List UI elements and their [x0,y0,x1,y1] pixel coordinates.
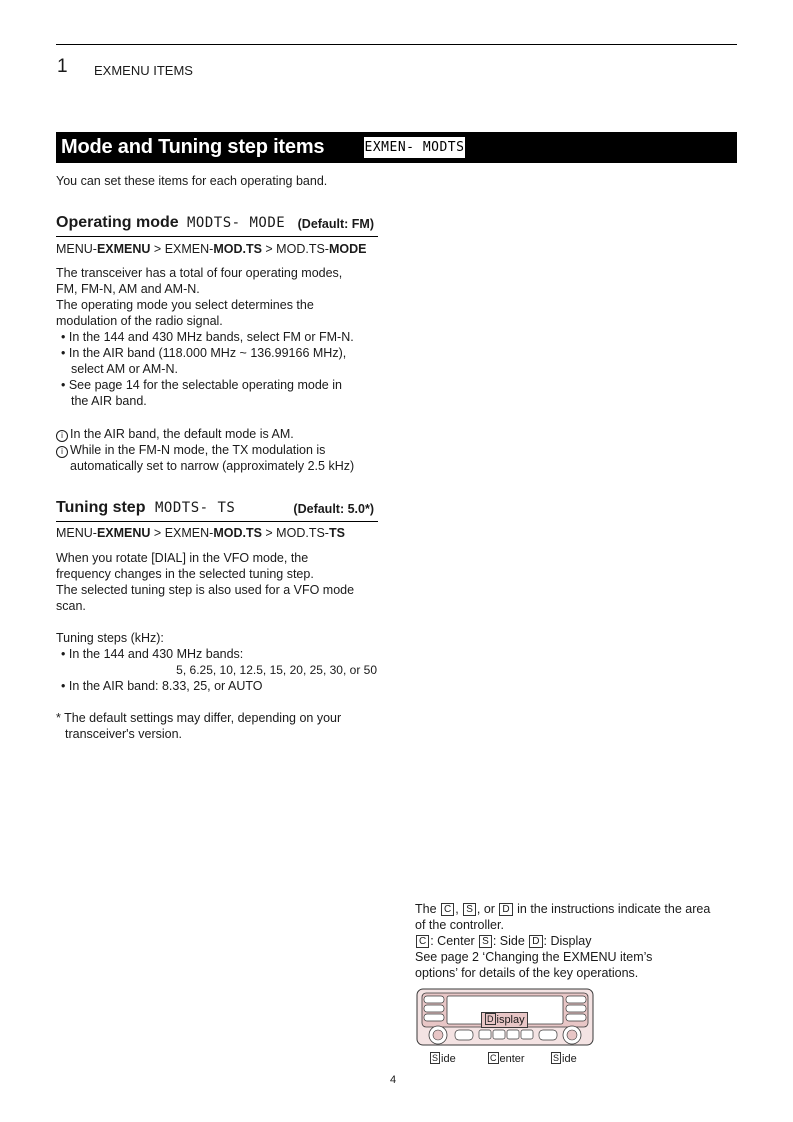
side-area-label-right [550,1052,577,1065]
legend-text: : Display [543,934,592,948]
description-line: The operating mode you select determines the [56,298,314,312]
note-line: While in the FM-N mode, the TX modulation is [70,443,326,457]
menu-path-part: MOD.TS [213,242,262,256]
controller-diagram [415,987,595,1047]
side-area-text: ide [441,1053,456,1065]
tuning-step-description [56,550,386,614]
bullet-continuation: select AM or AM-N. [71,362,178,376]
tuning-step-menu-path [56,526,345,540]
tuning-step-lcd-label: MODTS- TS [155,500,236,516]
bullet-item: • In the 144 and 430 MHz bands, select FM or FM-N. [61,330,354,344]
page-number: 4 [390,1074,397,1086]
description-line: The transceiver has a total of four operating modes, [56,266,343,280]
chapter-number: 1 [57,56,68,77]
bullet-continuation: the AIR band. [71,394,147,408]
description-line: The selected tuning step is also used for a VFO mode [56,583,355,597]
note-text: options’ for details of the key operations. [415,966,639,980]
side-area-label-left [429,1052,456,1065]
note-continuation: automatically set to narrow (approximately 2.5 kHz) [70,459,355,473]
menu-path-part: MODE [328,242,367,256]
menu-path-part: > EXMEN- [150,242,214,256]
side-key-label: S [553,1053,560,1063]
note-line: In the AIR band, the default mode is AM. [70,427,294,441]
footnote-line: * The default settings may differ, depending on your [56,711,342,725]
tuning-steps-list [56,630,386,694]
side-key-label: S [432,1053,439,1063]
display-key-label: D [529,935,542,948]
bullet-item: • In the 144 and 430 MHz bands: [61,647,244,661]
tuning-step-title: Tuning step [56,499,146,516]
menu-path-part: MENU- [56,242,97,256]
note-text: of the controller. [415,918,504,932]
note-text: The [415,902,441,916]
steps-heading: Tuning steps (kHz): [56,631,164,645]
side-key-label: S [479,935,492,948]
operating-mode-menu-path [56,242,366,256]
description-line: When you rotate [DIAL] in the VFO mode, the [56,551,309,565]
bullet-item: • In the AIR band (118.000 MHz ~ 136.99166 MHz), [61,346,347,360]
description-line: scan. [56,599,86,613]
menu-path-part: TS [328,526,345,540]
intro-text: You can set these items for each operating band. [56,174,328,188]
chapter-title: EXMENU ITEMS [94,63,193,78]
center-area-text: enter [499,1053,525,1065]
side-area-text: ide [562,1053,577,1065]
center-key-label: C [490,1053,497,1063]
tuning-step-default: (Default: 5.0*) [293,502,374,516]
description-line: modulation of the radio signal. [56,314,223,328]
legend-text: : Side [492,934,529,948]
menu-path-part: MENU- [56,526,97,540]
display-key-label: D [487,1014,494,1024]
description-line: frequency changes in the selected tuning step. [56,567,314,581]
note-text: See page 2 ‘Changing the EXMENU item’s [415,950,653,964]
section-banner [56,132,737,163]
description-line: FM, FM-N, AM and AM-N. [56,282,200,296]
legend-text: : Center [430,934,479,948]
display-key-label: D [499,903,512,916]
controller-note [415,901,745,981]
tuning-step-heading [56,497,378,522]
display-area-text: isplay [496,1014,525,1026]
operating-mode-description [56,265,386,409]
bullet-item: • In the AIR band: 8.33, 25, or AUTO [61,679,263,693]
note-text: , or [476,902,499,916]
top-rule [56,44,737,45]
tuning-step-footnote [56,710,386,742]
center-area-label [487,1052,525,1065]
footnote-line: transceiver's version. [65,727,183,741]
operating-mode-default: (Default: FM) [297,217,374,231]
menu-path-part: > MOD.TS- [261,242,329,256]
bullet-item: • See page 14 for the selectable operating mode in [61,378,342,392]
note-text: , [455,902,463,916]
center-key-label: C [441,903,454,916]
menu-path-part: MOD.TS [213,526,262,540]
banner-lcd-label: EXMEN- MODTS [364,137,465,158]
operating-mode-heading [56,212,378,237]
info-icon: i [56,430,68,442]
info-icon: i [56,446,68,458]
side-key-label: S [463,903,476,916]
note-text: in the instructions indicate the area [513,902,711,916]
operating-mode-notes [56,426,386,474]
menu-path-part: > MOD.TS- [261,526,329,540]
operating-mode-lcd-label: MODTS- MODE [187,215,286,231]
display-area-label [481,1012,528,1028]
menu-path-part: EXMENU [96,526,151,540]
center-key-label: C [416,935,429,948]
menu-path-part: EXMENU [96,242,151,256]
operating-mode-title: Operating mode [56,214,179,231]
menu-path-part: > EXMEN- [150,526,214,540]
banner-title: Mode and Tuning step items [61,136,325,158]
steps-values: 5, 6.25, 10, 12.5, 15, 20, 25, 30, or 50 [176,663,377,677]
